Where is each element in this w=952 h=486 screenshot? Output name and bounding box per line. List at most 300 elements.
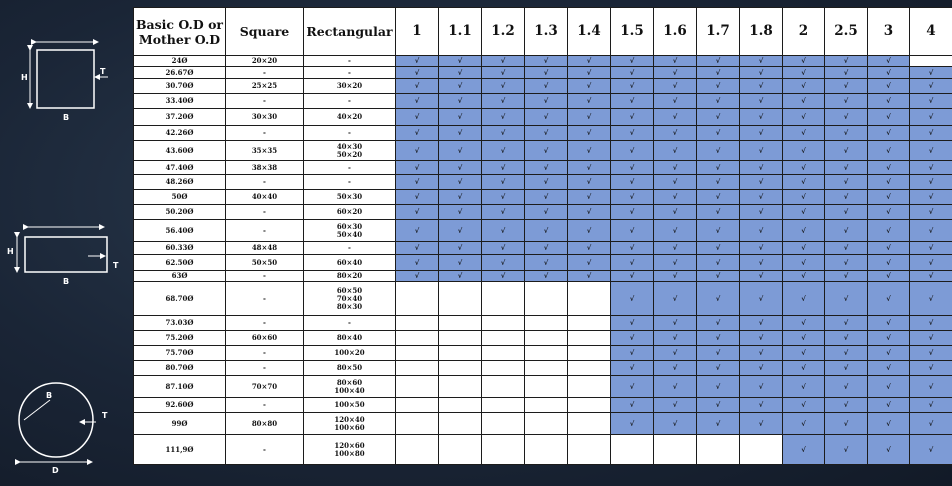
- unavailable-cell: [525, 361, 568, 376]
- check-mark: √: [672, 318, 678, 327]
- check-mark: √: [886, 81, 891, 90]
- check-mark: √: [758, 348, 764, 357]
- check-mark: √: [457, 128, 463, 137]
- check-mark: √: [886, 257, 891, 267]
- check-mark: √: [672, 271, 678, 280]
- check-mark: √: [758, 400, 764, 409]
- available-cell: [568, 161, 611, 175]
- check-mark: √: [801, 207, 806, 216]
- available-cell: [697, 161, 740, 175]
- available-cell: [783, 205, 825, 220]
- available-cell: [825, 316, 868, 331]
- od-cell: 50.20Ø: [134, 205, 226, 220]
- check-mark: √: [886, 177, 891, 186]
- available-cell: [439, 79, 482, 94]
- available-cell: [568, 255, 611, 271]
- available-cell: [783, 316, 825, 331]
- unavailable-cell: [396, 331, 439, 346]
- square-cell: -: [226, 94, 304, 109]
- table-row: [134, 282, 952, 316]
- available-cell: [568, 126, 611, 141]
- unavailable-cell: [740, 435, 783, 465]
- available-cell: [783, 161, 825, 175]
- check-mark: √: [886, 56, 891, 65]
- available-cell: [611, 175, 654, 190]
- available-cell: [868, 79, 910, 94]
- unavailable-cell: [568, 331, 611, 346]
- check-mark: √: [414, 257, 420, 267]
- unavailable-cell: [439, 413, 482, 435]
- available-cell: [868, 94, 910, 109]
- check-mark: √: [629, 363, 635, 372]
- available-cell: [697, 56, 740, 67]
- check-mark: √: [886, 96, 891, 105]
- check-mark: √: [886, 381, 891, 391]
- rectangular-size: 80×40: [336, 333, 363, 342]
- available-cell: [868, 255, 910, 271]
- available-cell: [910, 175, 952, 190]
- available-cell: [783, 331, 825, 346]
- check-mark: √: [886, 145, 891, 155]
- check-mark: √: [586, 81, 592, 90]
- unavailable-cell: [697, 435, 740, 465]
- check-mark: √: [715, 192, 721, 201]
- available-cell: [439, 175, 482, 190]
- available-cell: [825, 190, 868, 205]
- unavailable-cell: [568, 361, 611, 376]
- unavailable-cell: [396, 398, 439, 413]
- check-mark: √: [886, 67, 891, 77]
- available-cell: [910, 376, 952, 398]
- header-thickness: 3: [868, 8, 910, 56]
- check-mark: √: [457, 67, 463, 77]
- round-t-label: T: [102, 411, 108, 420]
- table-row: [134, 220, 952, 242]
- check-mark: √: [500, 271, 506, 280]
- check-mark: √: [457, 56, 463, 65]
- check-mark: √: [758, 145, 764, 155]
- check-mark: √: [758, 112, 764, 121]
- square-cell: -: [226, 282, 304, 316]
- unavailable-cell: [396, 316, 439, 331]
- table-row: [134, 316, 952, 331]
- check-mark: √: [500, 145, 506, 155]
- table-row: [134, 331, 952, 346]
- check-mark: √: [457, 271, 463, 280]
- check-mark: √: [543, 145, 549, 155]
- check-mark: √: [586, 225, 592, 235]
- rectangular-size: 80×30: [336, 301, 363, 311]
- available-cell: [611, 271, 654, 282]
- square-section-diagram: [21, 42, 108, 122]
- table-row: [134, 190, 952, 205]
- available-cell: [396, 255, 439, 271]
- check-mark: √: [543, 177, 549, 186]
- check-mark: √: [843, 128, 849, 137]
- check-mark: √: [843, 192, 849, 201]
- check-mark: √: [543, 207, 549, 216]
- check-mark: √: [672, 418, 678, 428]
- available-cell: [396, 141, 439, 161]
- check-mark: √: [586, 145, 592, 155]
- available-cell: [439, 242, 482, 255]
- check-mark: √: [843, 444, 849, 454]
- check-mark: √: [672, 56, 678, 65]
- rectangular-cell: [304, 331, 396, 346]
- check-mark: √: [843, 381, 849, 391]
- available-cell: [825, 79, 868, 94]
- available-cell: [654, 271, 697, 282]
- od-cell: 87.10Ø: [134, 376, 226, 398]
- check-mark: √: [843, 96, 849, 105]
- available-cell: [868, 435, 910, 465]
- available-cell: [910, 413, 952, 435]
- table-row: [134, 175, 952, 190]
- od-cell: 80.70Ø: [134, 361, 226, 376]
- available-cell: [439, 271, 482, 282]
- check-mark: √: [586, 162, 592, 172]
- check-mark: √: [414, 225, 420, 235]
- available-cell: [439, 255, 482, 271]
- round-section-diagram: [19, 383, 108, 475]
- check-mark: √: [715, 333, 721, 342]
- check-mark: √: [586, 243, 592, 252]
- check-mark: √: [801, 444, 806, 454]
- rectangular-size: 120×60: [334, 440, 365, 450]
- check-mark: √: [414, 271, 420, 280]
- available-cell: [783, 361, 825, 376]
- check-mark: √: [886, 293, 891, 303]
- available-cell: [825, 242, 868, 255]
- available-cell: [783, 141, 825, 161]
- available-cell: [396, 271, 439, 282]
- rectangular-size: 60×50: [336, 285, 363, 295]
- check-mark: √: [414, 162, 420, 172]
- unavailable-cell: [482, 331, 525, 346]
- available-cell: [396, 67, 439, 79]
- unavailable-cell: [525, 316, 568, 331]
- check-mark: √: [758, 318, 764, 327]
- check-mark: √: [500, 67, 506, 77]
- od-cell: 47.40Ø: [134, 161, 226, 175]
- available-cell: [783, 242, 825, 255]
- check-mark: √: [758, 257, 764, 267]
- unavailable-cell: [525, 331, 568, 346]
- check-mark: √: [457, 192, 463, 201]
- check-mark: √: [801, 162, 806, 172]
- od-cell: 63Ø: [134, 271, 226, 282]
- unavailable-cell: [568, 413, 611, 435]
- rectangular-cell: [304, 316, 396, 331]
- check-mark: √: [457, 257, 463, 267]
- check-mark: √: [672, 128, 678, 137]
- available-cell: [396, 109, 439, 126]
- available-cell: [654, 175, 697, 190]
- available-cell: [783, 56, 825, 67]
- rectangular-size: 80×60: [336, 377, 363, 387]
- check-mark: √: [843, 257, 849, 267]
- available-cell: [697, 376, 740, 398]
- available-cell: [439, 67, 482, 79]
- table-row: [134, 56, 952, 67]
- check-mark: √: [715, 363, 721, 372]
- check-mark: √: [801, 363, 806, 372]
- check-mark: √: [672, 243, 678, 252]
- available-cell: [396, 205, 439, 220]
- check-mark: √: [543, 56, 549, 65]
- check-mark: √: [843, 67, 849, 77]
- unavailable-cell: [482, 282, 525, 316]
- header-thickness: 1.4: [568, 8, 611, 56]
- available-cell: [697, 126, 740, 141]
- round-radius-line: [24, 400, 50, 420]
- check-mark: √: [928, 271, 934, 280]
- check-mark: √: [586, 207, 592, 216]
- available-cell: [825, 161, 868, 175]
- available-cell: [783, 376, 825, 398]
- check-mark: √: [629, 257, 635, 267]
- check-mark: √: [543, 81, 549, 90]
- rectangular-cell: [304, 255, 396, 271]
- unavailable-cell: [439, 376, 482, 398]
- check-mark: √: [801, 333, 806, 342]
- check-mark: √: [801, 145, 806, 155]
- check-mark: √: [886, 225, 891, 235]
- available-cell: [825, 282, 868, 316]
- rectangular-size: 100×50: [334, 400, 365, 409]
- available-cell: [439, 56, 482, 67]
- check-mark: √: [928, 348, 934, 357]
- available-cell: [439, 126, 482, 141]
- header-thickness: 4: [910, 8, 952, 56]
- available-cell: [439, 220, 482, 242]
- table-row: [134, 346, 952, 361]
- check-mark: √: [543, 243, 549, 252]
- available-cell: [697, 79, 740, 94]
- available-cell: [654, 79, 697, 94]
- rectangular-cell: [304, 376, 396, 398]
- square-cell: -: [226, 361, 304, 376]
- check-mark: √: [886, 318, 891, 327]
- rectangular-size: 100×20: [334, 348, 365, 357]
- check-mark: √: [758, 333, 764, 342]
- available-cell: [439, 161, 482, 175]
- available-cell: [697, 220, 740, 242]
- check-mark: √: [457, 243, 463, 252]
- rectangular-cell: [304, 398, 396, 413]
- rectangular-size: 50×40: [336, 229, 363, 239]
- check-mark: √: [457, 145, 463, 155]
- check-mark: √: [843, 145, 849, 155]
- check-mark: √: [457, 162, 463, 172]
- check-mark: √: [715, 381, 721, 391]
- check-mark: √: [414, 96, 420, 105]
- check-mark: √: [543, 96, 549, 105]
- check-mark: √: [629, 348, 635, 357]
- check-mark: √: [672, 67, 678, 77]
- available-cell: [611, 205, 654, 220]
- check-mark: √: [629, 333, 635, 342]
- available-cell: [910, 161, 952, 175]
- available-cell: [868, 109, 910, 126]
- check-mark: √: [715, 56, 721, 65]
- available-cell: [482, 67, 525, 79]
- available-cell: [396, 94, 439, 109]
- check-mark: √: [543, 271, 549, 280]
- check-mark: √: [928, 112, 934, 121]
- rectangular-cell: [304, 175, 396, 190]
- available-cell: [525, 67, 568, 79]
- header-thickness: 1.7: [697, 8, 740, 56]
- available-cell: [910, 398, 952, 413]
- check-mark: √: [758, 177, 764, 186]
- available-cell: [740, 413, 783, 435]
- rectangular-size: 40×20: [336, 112, 363, 121]
- rectangular-cell: [304, 109, 396, 126]
- square-cell: 25×25: [226, 79, 304, 94]
- check-mark: √: [586, 67, 592, 77]
- check-mark: √: [629, 293, 635, 303]
- unavailable-cell: [910, 56, 952, 67]
- square-cell: -: [226, 435, 304, 465]
- available-cell: [783, 271, 825, 282]
- check-mark: √: [586, 96, 592, 105]
- available-cell: [740, 79, 783, 94]
- available-cell: [910, 67, 952, 79]
- unavailable-cell: [568, 398, 611, 413]
- check-mark: √: [886, 418, 891, 428]
- table-row: [134, 361, 952, 376]
- od-cell: 43.60Ø: [134, 141, 226, 161]
- check-mark: √: [672, 257, 678, 267]
- available-cell: [910, 79, 952, 94]
- rectangular-cell: [304, 126, 396, 141]
- check-mark: √: [758, 96, 764, 105]
- available-cell: [783, 282, 825, 316]
- available-cell: [740, 67, 783, 79]
- check-mark: √: [629, 67, 635, 77]
- check-mark: √: [457, 81, 463, 90]
- available-cell: [868, 161, 910, 175]
- table-row: [134, 67, 952, 79]
- od-cell: 26.67Ø: [134, 67, 226, 79]
- available-cell: [697, 398, 740, 413]
- available-cell: [740, 94, 783, 109]
- available-cell: [654, 331, 697, 346]
- rect-b-label: B: [63, 277, 70, 286]
- rectangular-cell: [304, 242, 396, 255]
- available-cell: [910, 141, 952, 161]
- check-mark: √: [715, 145, 721, 155]
- check-mark: √: [500, 243, 506, 252]
- check-mark: √: [843, 207, 849, 216]
- check-mark: √: [843, 271, 849, 280]
- available-cell: [697, 316, 740, 331]
- check-mark: √: [672, 207, 678, 216]
- check-mark: √: [843, 177, 849, 186]
- check-mark: √: [843, 293, 849, 303]
- available-cell: [868, 282, 910, 316]
- check-mark: √: [758, 293, 764, 303]
- check-mark: √: [928, 333, 934, 342]
- square-t-label: T: [100, 67, 106, 76]
- od-cell: 60.33Ø: [134, 242, 226, 255]
- available-cell: [740, 316, 783, 331]
- check-mark: √: [715, 162, 721, 172]
- check-mark: √: [928, 400, 934, 409]
- check-mark: √: [886, 271, 891, 280]
- check-mark: √: [672, 177, 678, 186]
- check-mark: √: [928, 145, 934, 155]
- available-cell: [868, 190, 910, 205]
- header-rectangular: Rectangular: [304, 8, 396, 56]
- od-cell: 62.50Ø: [134, 255, 226, 271]
- check-mark: √: [457, 225, 463, 235]
- check-mark: √: [500, 96, 506, 105]
- square-cell: 38×38: [226, 161, 304, 175]
- check-mark: √: [843, 81, 849, 90]
- available-cell: [697, 175, 740, 190]
- available-cell: [868, 413, 910, 435]
- check-mark: √: [758, 418, 764, 428]
- available-cell: [910, 205, 952, 220]
- check-mark: √: [715, 348, 721, 357]
- available-cell: [396, 161, 439, 175]
- available-cell: [525, 56, 568, 67]
- check-mark: √: [672, 381, 678, 391]
- check-mark: √: [500, 225, 506, 235]
- check-mark: √: [629, 56, 635, 65]
- available-cell: [697, 94, 740, 109]
- unavailable-cell: [439, 361, 482, 376]
- rectangular-cell: [304, 67, 396, 79]
- available-cell: [611, 361, 654, 376]
- available-cell: [825, 141, 868, 161]
- check-mark: √: [629, 207, 635, 216]
- check-mark: √: [715, 225, 721, 235]
- available-cell: [783, 220, 825, 242]
- available-cell: [783, 413, 825, 435]
- available-cell: [910, 282, 952, 316]
- available-cell: [611, 282, 654, 316]
- available-cell: [825, 56, 868, 67]
- available-cell: [740, 190, 783, 205]
- available-cell: [568, 56, 611, 67]
- check-mark: √: [928, 225, 934, 235]
- check-mark: √: [715, 243, 721, 252]
- available-cell: [740, 361, 783, 376]
- check-mark: √: [457, 96, 463, 105]
- header-thickness: 1.5: [611, 8, 654, 56]
- check-mark: √: [457, 112, 463, 121]
- od-cell: 68.70Ø: [134, 282, 226, 316]
- od-cell: 99Ø: [134, 413, 226, 435]
- od-cell: 30.70Ø: [134, 79, 226, 94]
- available-cell: [525, 175, 568, 190]
- check-mark: √: [715, 177, 721, 186]
- available-cell: [868, 398, 910, 413]
- available-cell: [910, 271, 952, 282]
- available-cell: [568, 242, 611, 255]
- check-mark: √: [928, 81, 934, 90]
- check-mark: √: [801, 400, 806, 409]
- od-cell: 111,9Ø: [134, 435, 226, 465]
- available-cell: [868, 141, 910, 161]
- unavailable-cell: [568, 346, 611, 361]
- available-cell: [396, 79, 439, 94]
- available-cell: [396, 220, 439, 242]
- check-mark: √: [672, 225, 678, 235]
